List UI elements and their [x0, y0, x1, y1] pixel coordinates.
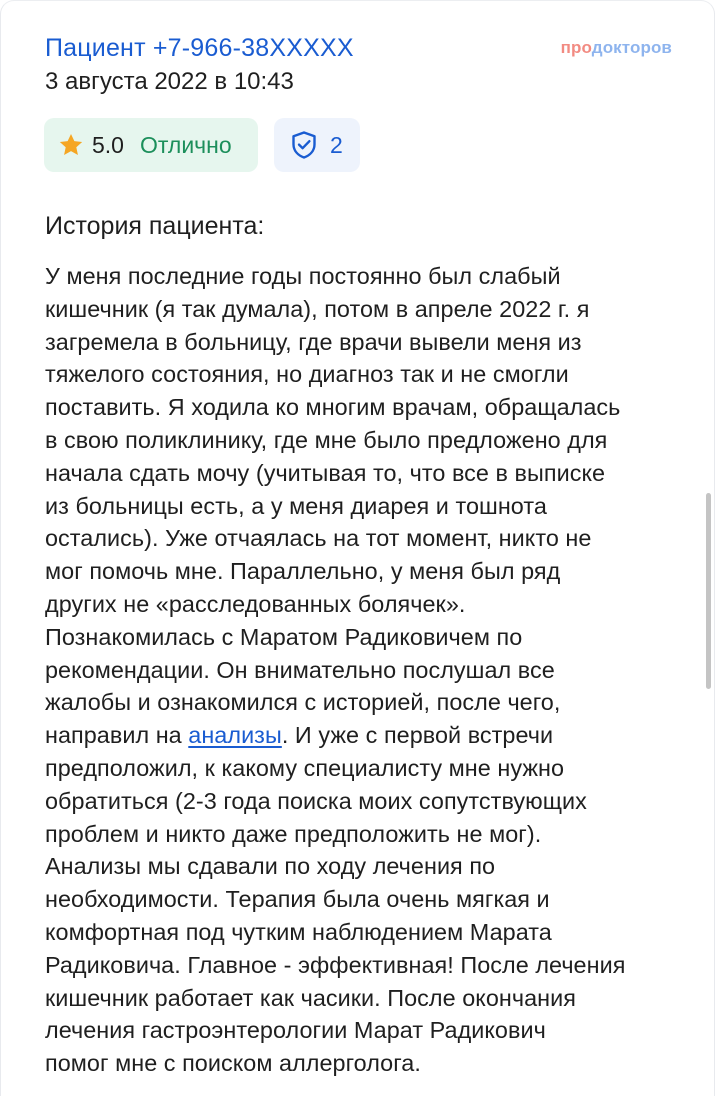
brand-pro-text: про: [560, 38, 592, 57]
shield-check-icon: [290, 130, 318, 160]
story-text-part2: . И уже с первой встречи предположил, к какому специалисту мне нужно обратиться (2-3 года поиска моих сопутствующих проблем и никто даже предположить не мог). Анализы мы сдавали по ходу лечения по необходимости. Терапия была очень мягкая и комфортная под чутким наблюдением Марата Радиковича. Главное - эффективная! После лечения кишечник работает как часики. После окончания лечения гастроэнтерологии Марат Радикович помог мне с поиском аллерголога.: [45, 722, 626, 1077]
brand-doc-text: докторов: [591, 38, 672, 57]
star-icon: [58, 132, 84, 158]
patient-story-text: [45, 260, 685, 1080]
rating-value: 5.0: [92, 131, 124, 158]
scrollbar-thumb[interactable]: [706, 493, 711, 689]
patient-story-title: История пациента:: [45, 212, 265, 240]
review-badges: [44, 118, 360, 172]
review-header: [45, 33, 672, 63]
verification-badge[interactable]: [274, 118, 360, 172]
review-date: 3 августа 2022 в 10:43: [45, 68, 294, 95]
story-text-part1: У меня последние годы постоянно был слабый кишечник (я так думала), потом в апреле 2022 г. я загремела в больницу, где врачи вывели меня из тяжелого состояния, но диагноз так и не смогли поставить. Я ходила ко многим врачам, обращалась в свою поликлинику, где мне было предложено для начала сдать мочу (учитывая то, что все в выписке из больницы есть, а у меня диарея и тошнота остались). Уже отчаялась на тот момент, никто не мог помочь мне. Параллельно, у меня был ряд других не «расследованных болячек». Познакомилась с Маратом Радиковичем по рекомендации. Он внимательно послушал все жалобы и ознакомился с историей, после чего, направил на: [45, 263, 621, 749]
rating-label: Отлично: [139, 131, 232, 158]
rating-badge[interactable]: [44, 118, 258, 172]
prodoctorov-logo[interactable]: [561, 38, 672, 58]
tests-link[interactable]: анализы: [188, 722, 282, 749]
verification-count: 2: [330, 131, 343, 158]
review-author-link[interactable]: Пациент +7-966-38XXXXX: [45, 34, 354, 62]
